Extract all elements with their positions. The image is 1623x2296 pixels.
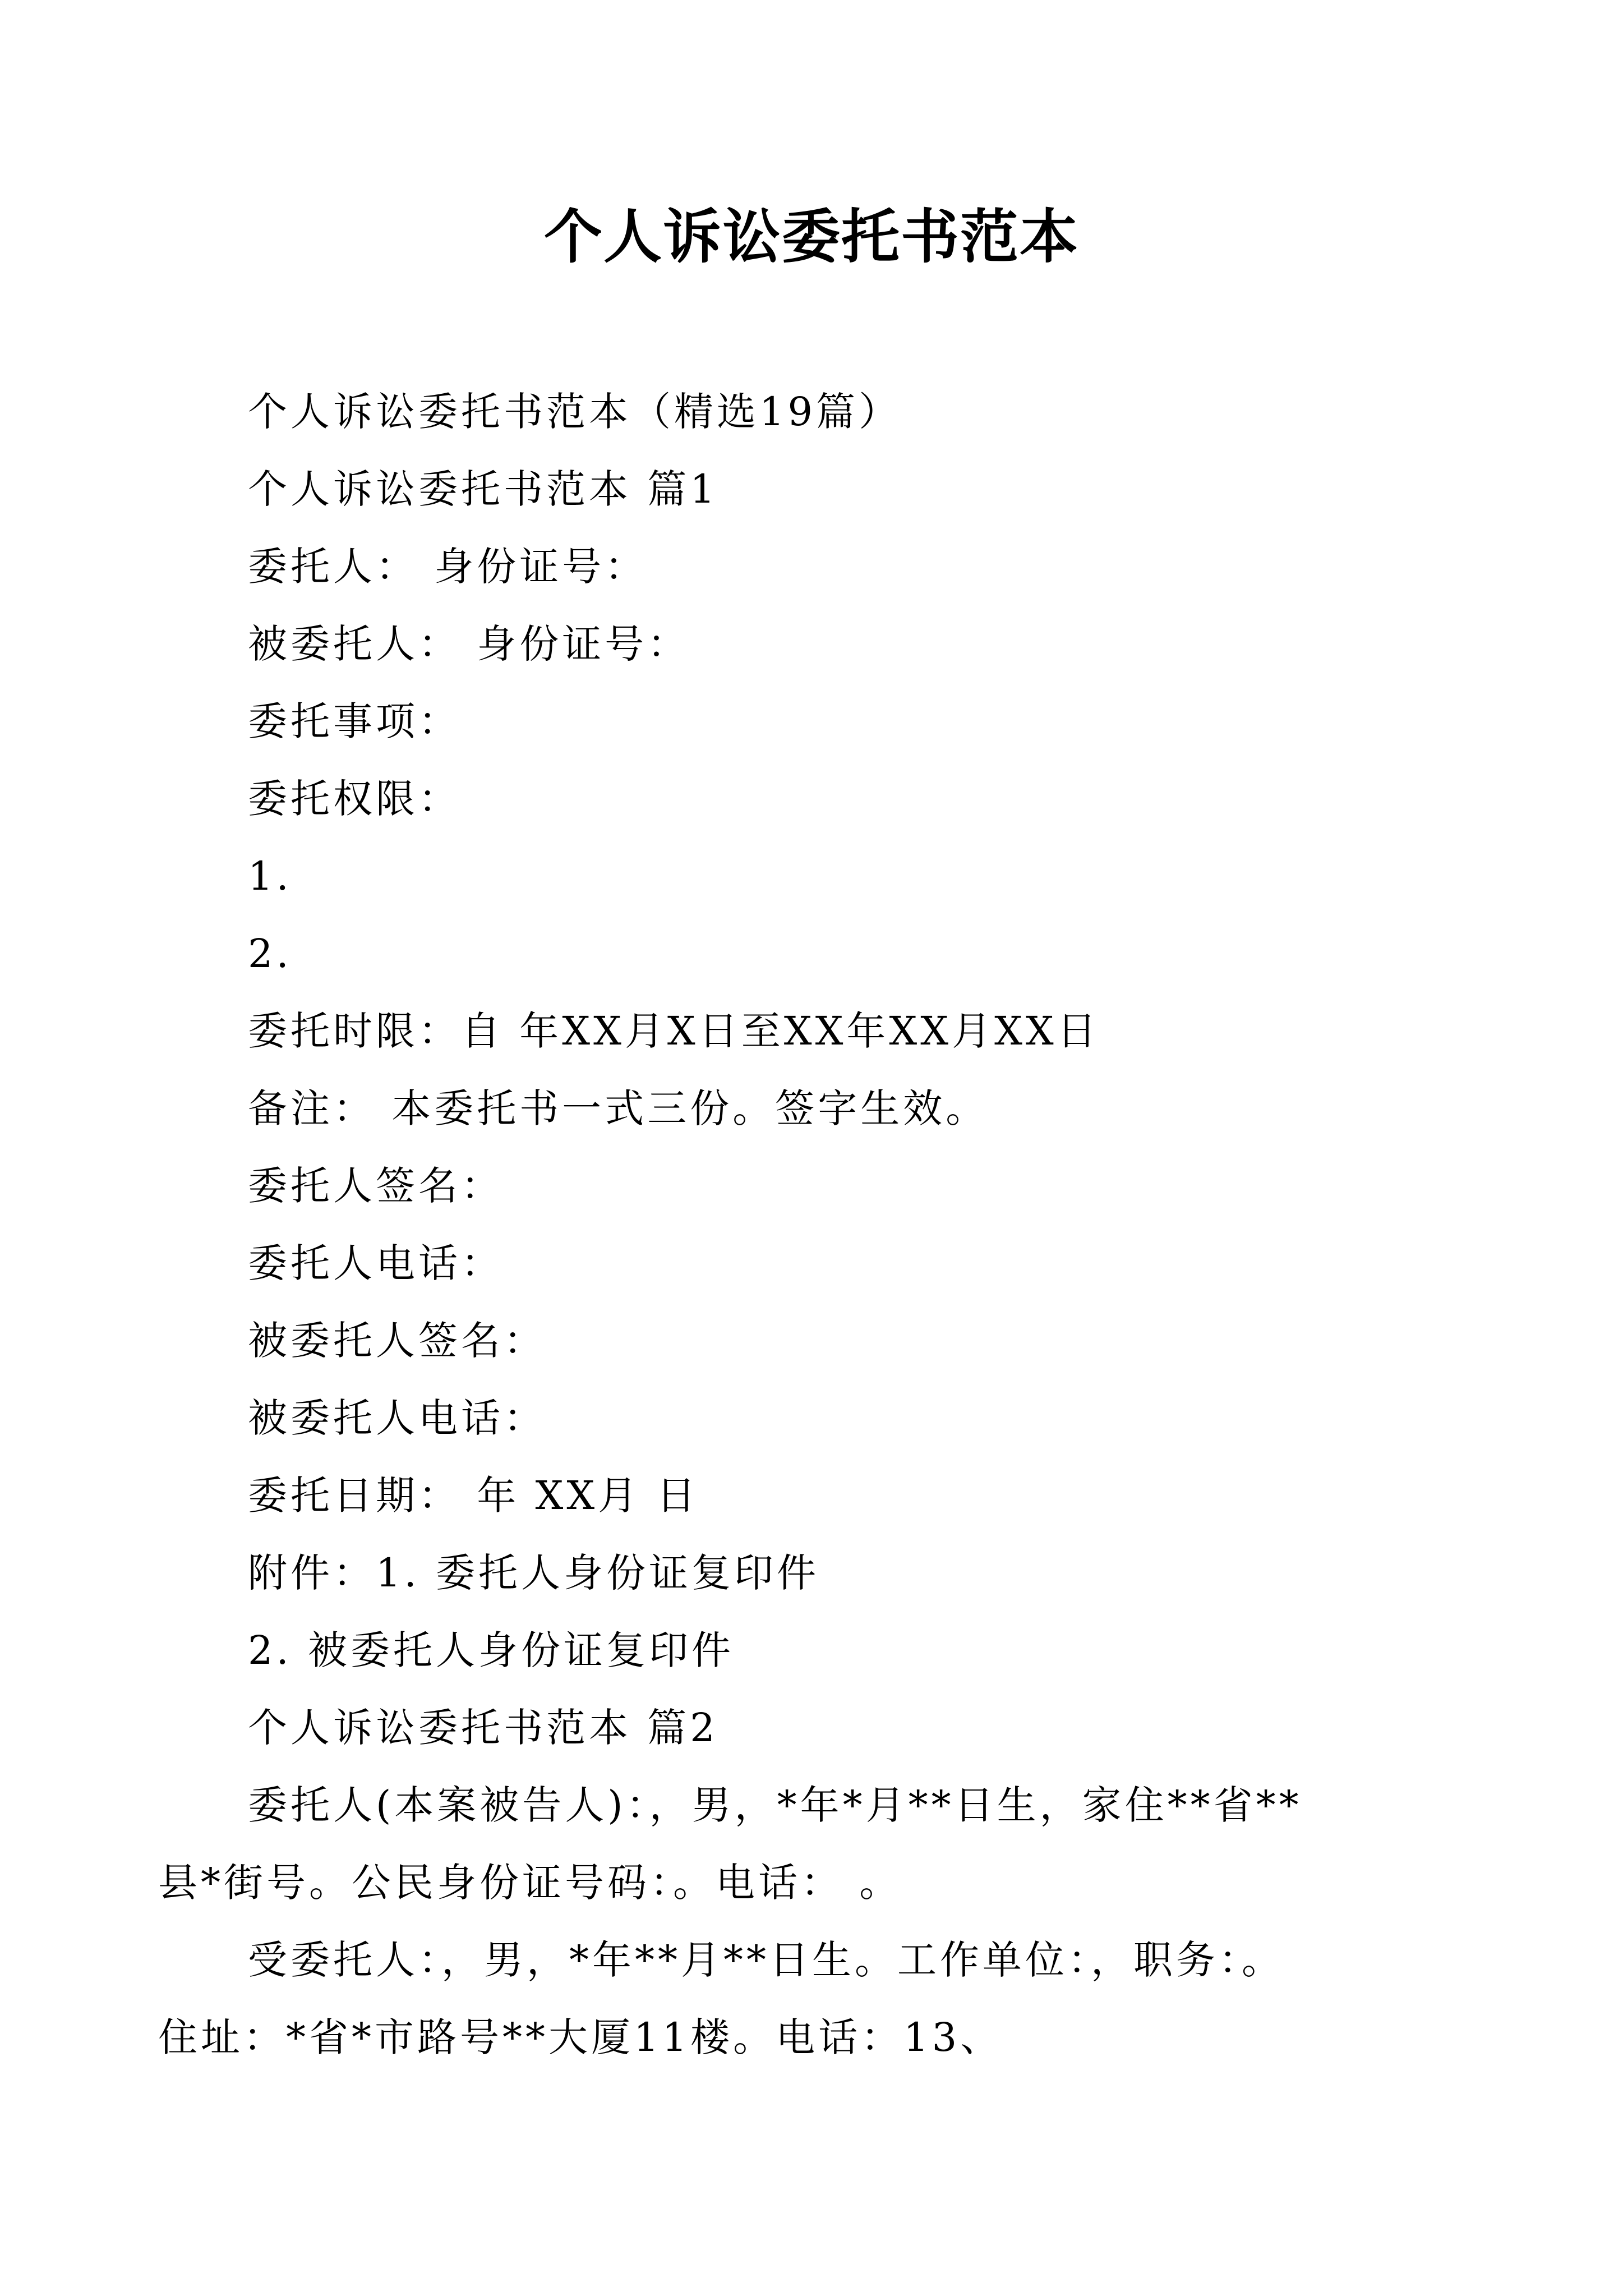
agent-phone-field: 被委托人电话： <box>248 1395 546 1441</box>
document-body <box>158 373 1398 2076</box>
date-field: 委托日期： 年 XX月 日 <box>248 1473 699 1519</box>
attachment-item-2: 2. 被委托人身份证复印件 <box>248 1627 735 1673</box>
authority-field: 委托权限： <box>248 776 461 822</box>
section-heading-2: 个人诉讼委托书范本 篇2 <box>248 1705 718 1751</box>
attachment-item-1: 附件：1. 委托人身份证复印件 <box>248 1550 820 1596</box>
agent-paragraph-line-2: 住址：*省*市路号**大厦11楼。电话：13、 <box>158 2014 1003 2060</box>
principal-paragraph-line-1: 委托人(本案被告人)：，男，*年*月**日生，家住**省** <box>248 1782 1302 1828</box>
entrusted-matters-field: 委托事项： <box>248 698 461 744</box>
authority-item-2: 2. <box>248 931 292 977</box>
agent-field: 被委托人： 身份证号： <box>248 621 690 667</box>
authority-item-1: 1. <box>248 853 292 899</box>
agent-signature-field: 被委托人签名： <box>248 1318 546 1364</box>
term-field: 委托时限：自 年XX月X日至XX年XX月XX日 <box>248 1008 1100 1054</box>
section-heading-1: 个人诉讼委托书范本 篇1 <box>248 466 718 512</box>
subtitle-line: 个人诉讼委托书范本（精选19篇） <box>248 389 902 435</box>
remarks-field: 备注： 本委托书一式三份。签字生效。 <box>248 1085 989 1131</box>
principal-phone-field: 委托人电话： <box>248 1240 504 1286</box>
principal-field: 委托人： 身份证号： <box>248 544 648 590</box>
document-title: 个人诉讼委托书范本 <box>543 203 1079 271</box>
principal-signature-field: 委托人签名： <box>248 1163 504 1209</box>
agent-paragraph-line-1: 受委托人：，男，*年**月**日生。工作单位：，职务：。 <box>248 1937 1284 1983</box>
principal-paragraph-line-2: 县*街号。公民身份证号码：。电话： 。 <box>158 1860 902 1906</box>
